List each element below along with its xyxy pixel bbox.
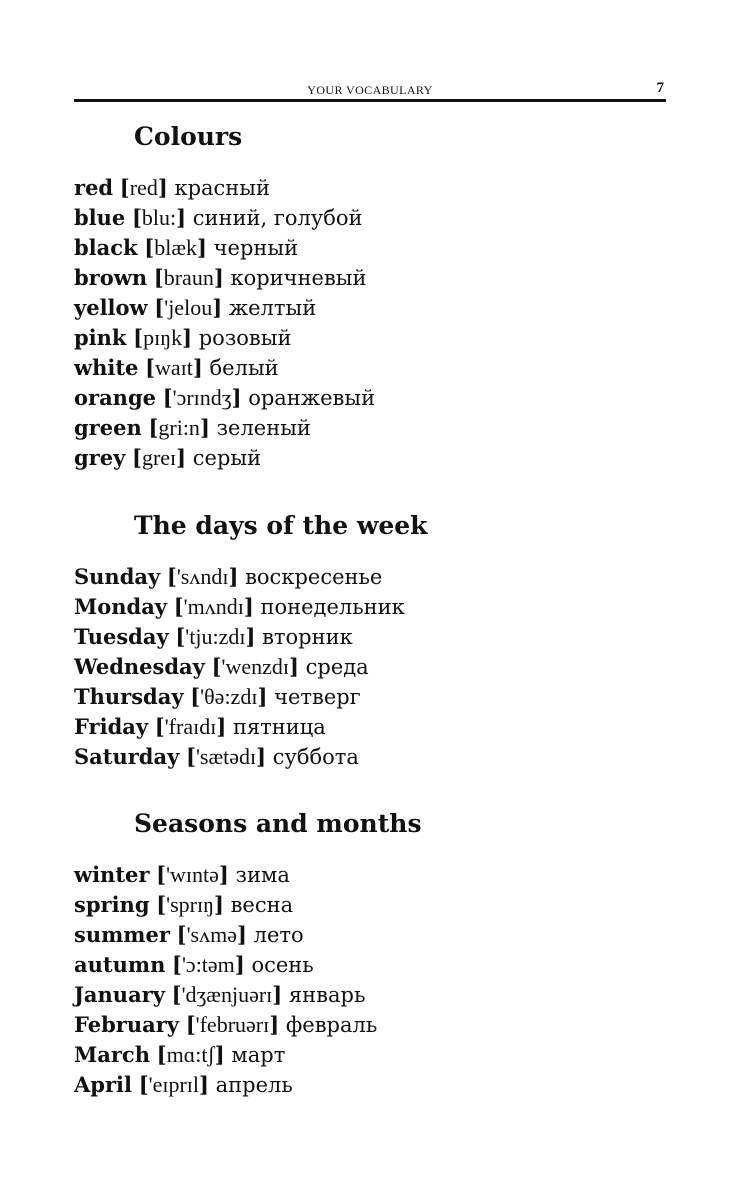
russian-translation: коричневый — [230, 266, 367, 290]
running-header — [74, 80, 666, 100]
vocabulary-entry — [74, 413, 674, 443]
vocabulary-entry — [74, 890, 674, 920]
russian-translation: март — [231, 1043, 286, 1067]
english-word: Friday — [74, 714, 149, 739]
russian-translation: весна — [230, 893, 294, 917]
open-bracket: [ — [156, 862, 167, 887]
russian-translation: розовый — [198, 326, 292, 350]
phonetic-transcription: red — [129, 175, 158, 200]
open-bracket: [ — [176, 922, 187, 947]
phonetic-transcription: 'fraɪdɪ — [164, 714, 217, 739]
close-bracket: ] — [214, 1042, 225, 1067]
phonetic-transcription: 'sʌndɪ — [176, 564, 229, 589]
open-bracket: [ — [144, 235, 155, 260]
close-bracket: ] — [199, 415, 210, 440]
russian-translation: февраль — [285, 1013, 378, 1037]
phonetic-transcription: 'wɪntə — [166, 862, 219, 887]
english-word: Tuesday — [74, 624, 169, 649]
vocabulary-entry — [74, 443, 674, 473]
russian-translation: январь — [288, 983, 366, 1007]
close-bracket: ] — [199, 1072, 209, 1097]
russian-translation: серый — [192, 446, 262, 470]
close-bracket: ] — [256, 744, 267, 769]
english-word: January — [74, 982, 165, 1007]
phonetic-transcription: mɑ:tʃ — [166, 1042, 215, 1067]
russian-translation: белый — [209, 356, 279, 380]
close-bracket: ] — [243, 594, 254, 619]
russian-translation: черный — [213, 236, 299, 260]
close-bracket: ] — [231, 385, 242, 410]
english-word: red — [74, 175, 114, 200]
open-bracket: [ — [148, 415, 159, 440]
open-bracket: [ — [162, 385, 173, 410]
phonetic-transcription: 'wenzdɪ — [221, 654, 289, 679]
phonetic-transcription: 'februərɪ — [195, 1012, 270, 1037]
vocabulary-list — [74, 562, 674, 772]
russian-translation: зима — [235, 863, 290, 887]
open-bracket: [ — [119, 175, 130, 200]
section-days-of-week — [74, 510, 674, 772]
english-word: April — [74, 1072, 132, 1097]
english-word: autumn — [74, 952, 166, 977]
open-bracket: [ — [133, 325, 144, 350]
phonetic-transcription: blu: — [141, 205, 177, 230]
close-bracket: ] — [176, 205, 187, 230]
close-bracket: ] — [182, 325, 193, 350]
vocabulary-entry — [74, 383, 674, 413]
russian-translation: осень — [251, 953, 314, 977]
english-word: spring — [74, 892, 150, 917]
section-title: The days of the week — [134, 511, 428, 540]
phonetic-transcription: 'tju:zdɪ — [185, 624, 246, 649]
close-bracket: ] — [245, 624, 256, 649]
vocabulary-entry — [74, 203, 674, 233]
russian-translation: суббота — [272, 745, 359, 769]
open-bracket: [ — [154, 714, 165, 739]
russian-translation: желтый — [228, 296, 317, 320]
open-bracket: [ — [131, 205, 142, 230]
phonetic-transcription: 'dʒænjuərɪ — [181, 982, 273, 1007]
phonetic-transcription: blæk — [154, 235, 198, 260]
russian-translation: красный — [174, 176, 271, 200]
phonetic-transcription: pɪŋk — [143, 325, 183, 350]
close-bracket: ] — [213, 265, 224, 290]
english-word: yellow — [74, 295, 148, 320]
section-title: Colours — [134, 122, 243, 151]
close-bracket: ] — [176, 445, 187, 470]
english-word: Thursday — [74, 684, 184, 709]
page-number: 7 — [656, 80, 664, 96]
russian-translation: апрель — [215, 1073, 293, 1097]
vocabulary-entry — [74, 1040, 674, 1070]
english-word: grey — [74, 445, 126, 470]
vocabulary-entry — [74, 233, 674, 263]
open-bracket: [ — [172, 952, 182, 977]
vocabulary-entry — [74, 712, 674, 742]
phonetic-transcription: gri:n — [158, 415, 200, 440]
phonetic-transcription: 'ɔrɪndʒ — [172, 385, 232, 410]
open-bracket: [ — [190, 684, 201, 709]
russian-translation: понедельник — [260, 595, 405, 619]
vocabulary-entry — [74, 1010, 674, 1040]
open-bracket: [ — [154, 295, 165, 320]
english-word: Monday — [74, 594, 168, 619]
english-word: summer — [74, 922, 170, 947]
russian-translation: пятница — [232, 715, 326, 739]
close-bracket: ] — [213, 892, 224, 917]
close-bracket: ] — [212, 295, 223, 320]
close-bracket: ] — [192, 355, 203, 380]
vocabulary-entry — [74, 920, 674, 950]
close-bracket: ] — [257, 684, 268, 709]
vocabulary-entry — [74, 742, 674, 772]
english-word: winter — [74, 862, 150, 887]
open-bracket: [ — [185, 1012, 196, 1037]
vocabulary-entry — [74, 682, 674, 712]
open-bracket: [ — [166, 564, 177, 589]
vocabulary-entry — [74, 592, 674, 622]
english-word: February — [74, 1012, 180, 1037]
vocabulary-entry — [74, 562, 674, 592]
russian-translation: зеленый — [216, 416, 311, 440]
russian-translation: лето — [253, 923, 304, 947]
russian-translation: вторник — [262, 625, 353, 649]
open-bracket: [ — [132, 445, 142, 470]
russian-translation: среда — [305, 655, 369, 679]
phonetic-transcription: 'θə:zdɪ — [200, 684, 258, 709]
close-bracket: ] — [237, 922, 247, 947]
phonetic-transcription: 'jelou — [164, 295, 213, 320]
russian-translation: воскресенье — [245, 565, 383, 589]
phonetic-transcription: 'sʌmə — [186, 922, 237, 947]
english-word: black — [74, 235, 138, 260]
open-bracket: [ — [153, 265, 164, 290]
close-bracket: ] — [289, 654, 299, 679]
russian-translation: четверг — [274, 685, 361, 709]
open-bracket: [ — [138, 1072, 149, 1097]
open-bracket: [ — [175, 624, 186, 649]
vocabulary-entry — [74, 1070, 674, 1100]
open-bracket: [ — [211, 654, 222, 679]
open-bracket: [ — [145, 355, 156, 380]
english-word: brown — [74, 265, 148, 290]
vocabulary-entry — [74, 263, 674, 293]
vocabulary-entry — [74, 323, 674, 353]
vocabulary-entry — [74, 950, 674, 980]
close-bracket: ] — [157, 175, 168, 200]
close-bracket: ] — [269, 1012, 280, 1037]
phonetic-transcription: greɪ — [141, 445, 177, 470]
close-bracket: ] — [216, 714, 227, 739]
open-bracket: [ — [156, 892, 167, 917]
phonetic-transcription: waɪt — [155, 355, 193, 380]
vocabulary-entry — [74, 173, 674, 203]
phonetic-transcription: 'sætədɪ — [195, 744, 257, 769]
open-bracket: [ — [186, 744, 196, 769]
open-bracket: [ — [173, 594, 184, 619]
header-rule — [74, 99, 666, 102]
english-word: blue — [74, 205, 126, 230]
vocabulary-list — [74, 860, 674, 1100]
open-bracket: [ — [156, 1042, 167, 1067]
running-title: YOUR VOCABULARY — [307, 83, 433, 97]
english-word: Sunday — [74, 564, 161, 589]
vocabulary-entry — [74, 860, 674, 890]
english-word: March — [74, 1042, 150, 1067]
section-colours — [74, 121, 674, 473]
phonetic-transcription: 'sprɪŋ — [166, 892, 214, 917]
english-word: Saturday — [74, 744, 180, 769]
open-bracket: [ — [171, 982, 182, 1007]
phonetic-transcription: 'eɪprɪl — [148, 1072, 200, 1097]
english-word: Wednesday — [74, 654, 205, 679]
vocabulary-entry — [74, 980, 674, 1010]
russian-translation: синий, голубой — [192, 206, 363, 230]
section-title: Seasons and months — [134, 809, 422, 838]
phonetic-transcription: braun — [163, 265, 214, 290]
close-bracket: ] — [218, 862, 229, 887]
english-word: green — [74, 415, 142, 440]
close-bracket: ] — [234, 952, 245, 977]
english-word: white — [74, 355, 139, 380]
phonetic-transcription: 'ɔ:təm — [181, 952, 235, 977]
close-bracket: ] — [228, 564, 239, 589]
vocabulary-list — [74, 173, 674, 473]
russian-translation: оранжевый — [248, 386, 376, 410]
vocabulary-entry — [74, 652, 674, 682]
english-word: pink — [74, 325, 127, 350]
vocabulary-entry — [74, 622, 674, 652]
vocabulary-entry — [74, 353, 674, 383]
section-seasons-and-months — [74, 808, 674, 1100]
phonetic-transcription: 'mʌndɪ — [183, 594, 244, 619]
english-word: orange — [74, 385, 156, 410]
vocabulary-entry — [74, 293, 674, 323]
close-bracket: ] — [272, 982, 283, 1007]
close-bracket: ] — [197, 235, 207, 260]
